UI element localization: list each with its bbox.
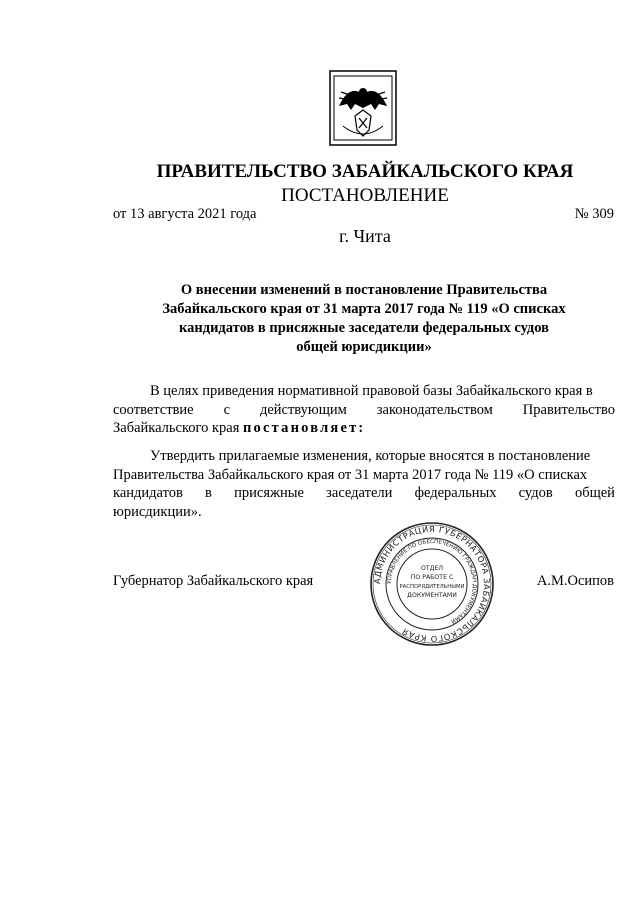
stamp-center-line: РАСПОРЯДИТЕЛЬНЫМИ <box>399 584 465 590</box>
resolution-keyword: постановляет: <box>243 420 366 436</box>
subject-line: общей юрисдикции» <box>296 339 432 355</box>
stamp-outer-text: АДМИНИСТРАЦИЯ ГУБЕРНАТОРА ЗАБАЙКАЛЬСКОГО КРАЯ <box>371 523 493 645</box>
signer-name: А.М.Осипов <box>536 573 614 589</box>
word: общей <box>574 485 615 501</box>
document-number: № 309 <box>574 206 614 222</box>
signer-title: Губернатор Забайкальского края <box>113 573 314 589</box>
stamp-center-line: ПО РАБОТЕ С <box>410 574 454 581</box>
stamp-center-line: ДОКУМЕНТАМИ <box>407 592 457 599</box>
subject-line: О внесении изменений в постановление Правительства <box>180 282 548 298</box>
stamp-center-line: ОТДЕЛ <box>420 565 444 572</box>
word: законодательством <box>376 401 493 418</box>
document-date: от 13 августа 2021 года <box>113 206 257 222</box>
paragraph-line <box>113 484 615 503</box>
word: судов <box>518 485 553 501</box>
word: Правительство <box>522 401 615 418</box>
word: кандидатов <box>113 485 183 501</box>
word: присяжные <box>234 485 304 501</box>
word: федеральных <box>414 485 497 501</box>
word: соответствие <box>113 401 194 418</box>
subject-line: кандидатов в присяжные заседатели федеральных судов <box>179 320 549 336</box>
paragraph-line: Правительства Забайкальского края от 31 марта 2017 года № 119 «О списках <box>113 466 588 483</box>
government-title: ПРАВИТЕЛЬСТВО ЗАБАЙКАЛЬСКОГО КРАЯ <box>156 161 574 182</box>
document-subject <box>113 281 615 357</box>
word: действующим <box>259 401 347 418</box>
subject-line: Забайкальского края от 31 марта 2017 года № 119 «О списках <box>162 301 566 317</box>
stamp-ring-text: УПРАВЛЕНИЕ ПО ОБЕСПЕЧЕНИЮ ГРАЖДАН ДОКУМЕНТАМИ <box>386 538 478 625</box>
paragraph-line <box>113 401 615 420</box>
word: в <box>205 485 212 501</box>
svg-text:УПРАВЛЕНИЕ ПО ОБЕСПЕЧЕНИЮ ГРАЖ <box>387 539 477 624</box>
line-text: Забайкальского края <box>113 420 240 436</box>
paragraph-decision <box>113 447 615 521</box>
paragraph-line: юрисдикции». <box>113 503 202 520</box>
document-type: ПОСТАНОВЛЕНИЕ <box>281 185 449 206</box>
paragraph-line: В целях приведения нормативной правовой базы Забайкальского края в <box>150 383 593 399</box>
word: заседатели <box>326 485 393 501</box>
paragraph-line <box>113 419 615 438</box>
document-city: г. Чита <box>339 226 391 246</box>
paragraph-line: Утвердить прилагаемые изменения, которые вносятся в постановление <box>150 448 591 464</box>
official-stamp <box>368 520 496 648</box>
word: с <box>223 401 230 418</box>
paragraph-preamble <box>113 382 615 438</box>
coat-of-arms-icon <box>329 70 397 146</box>
